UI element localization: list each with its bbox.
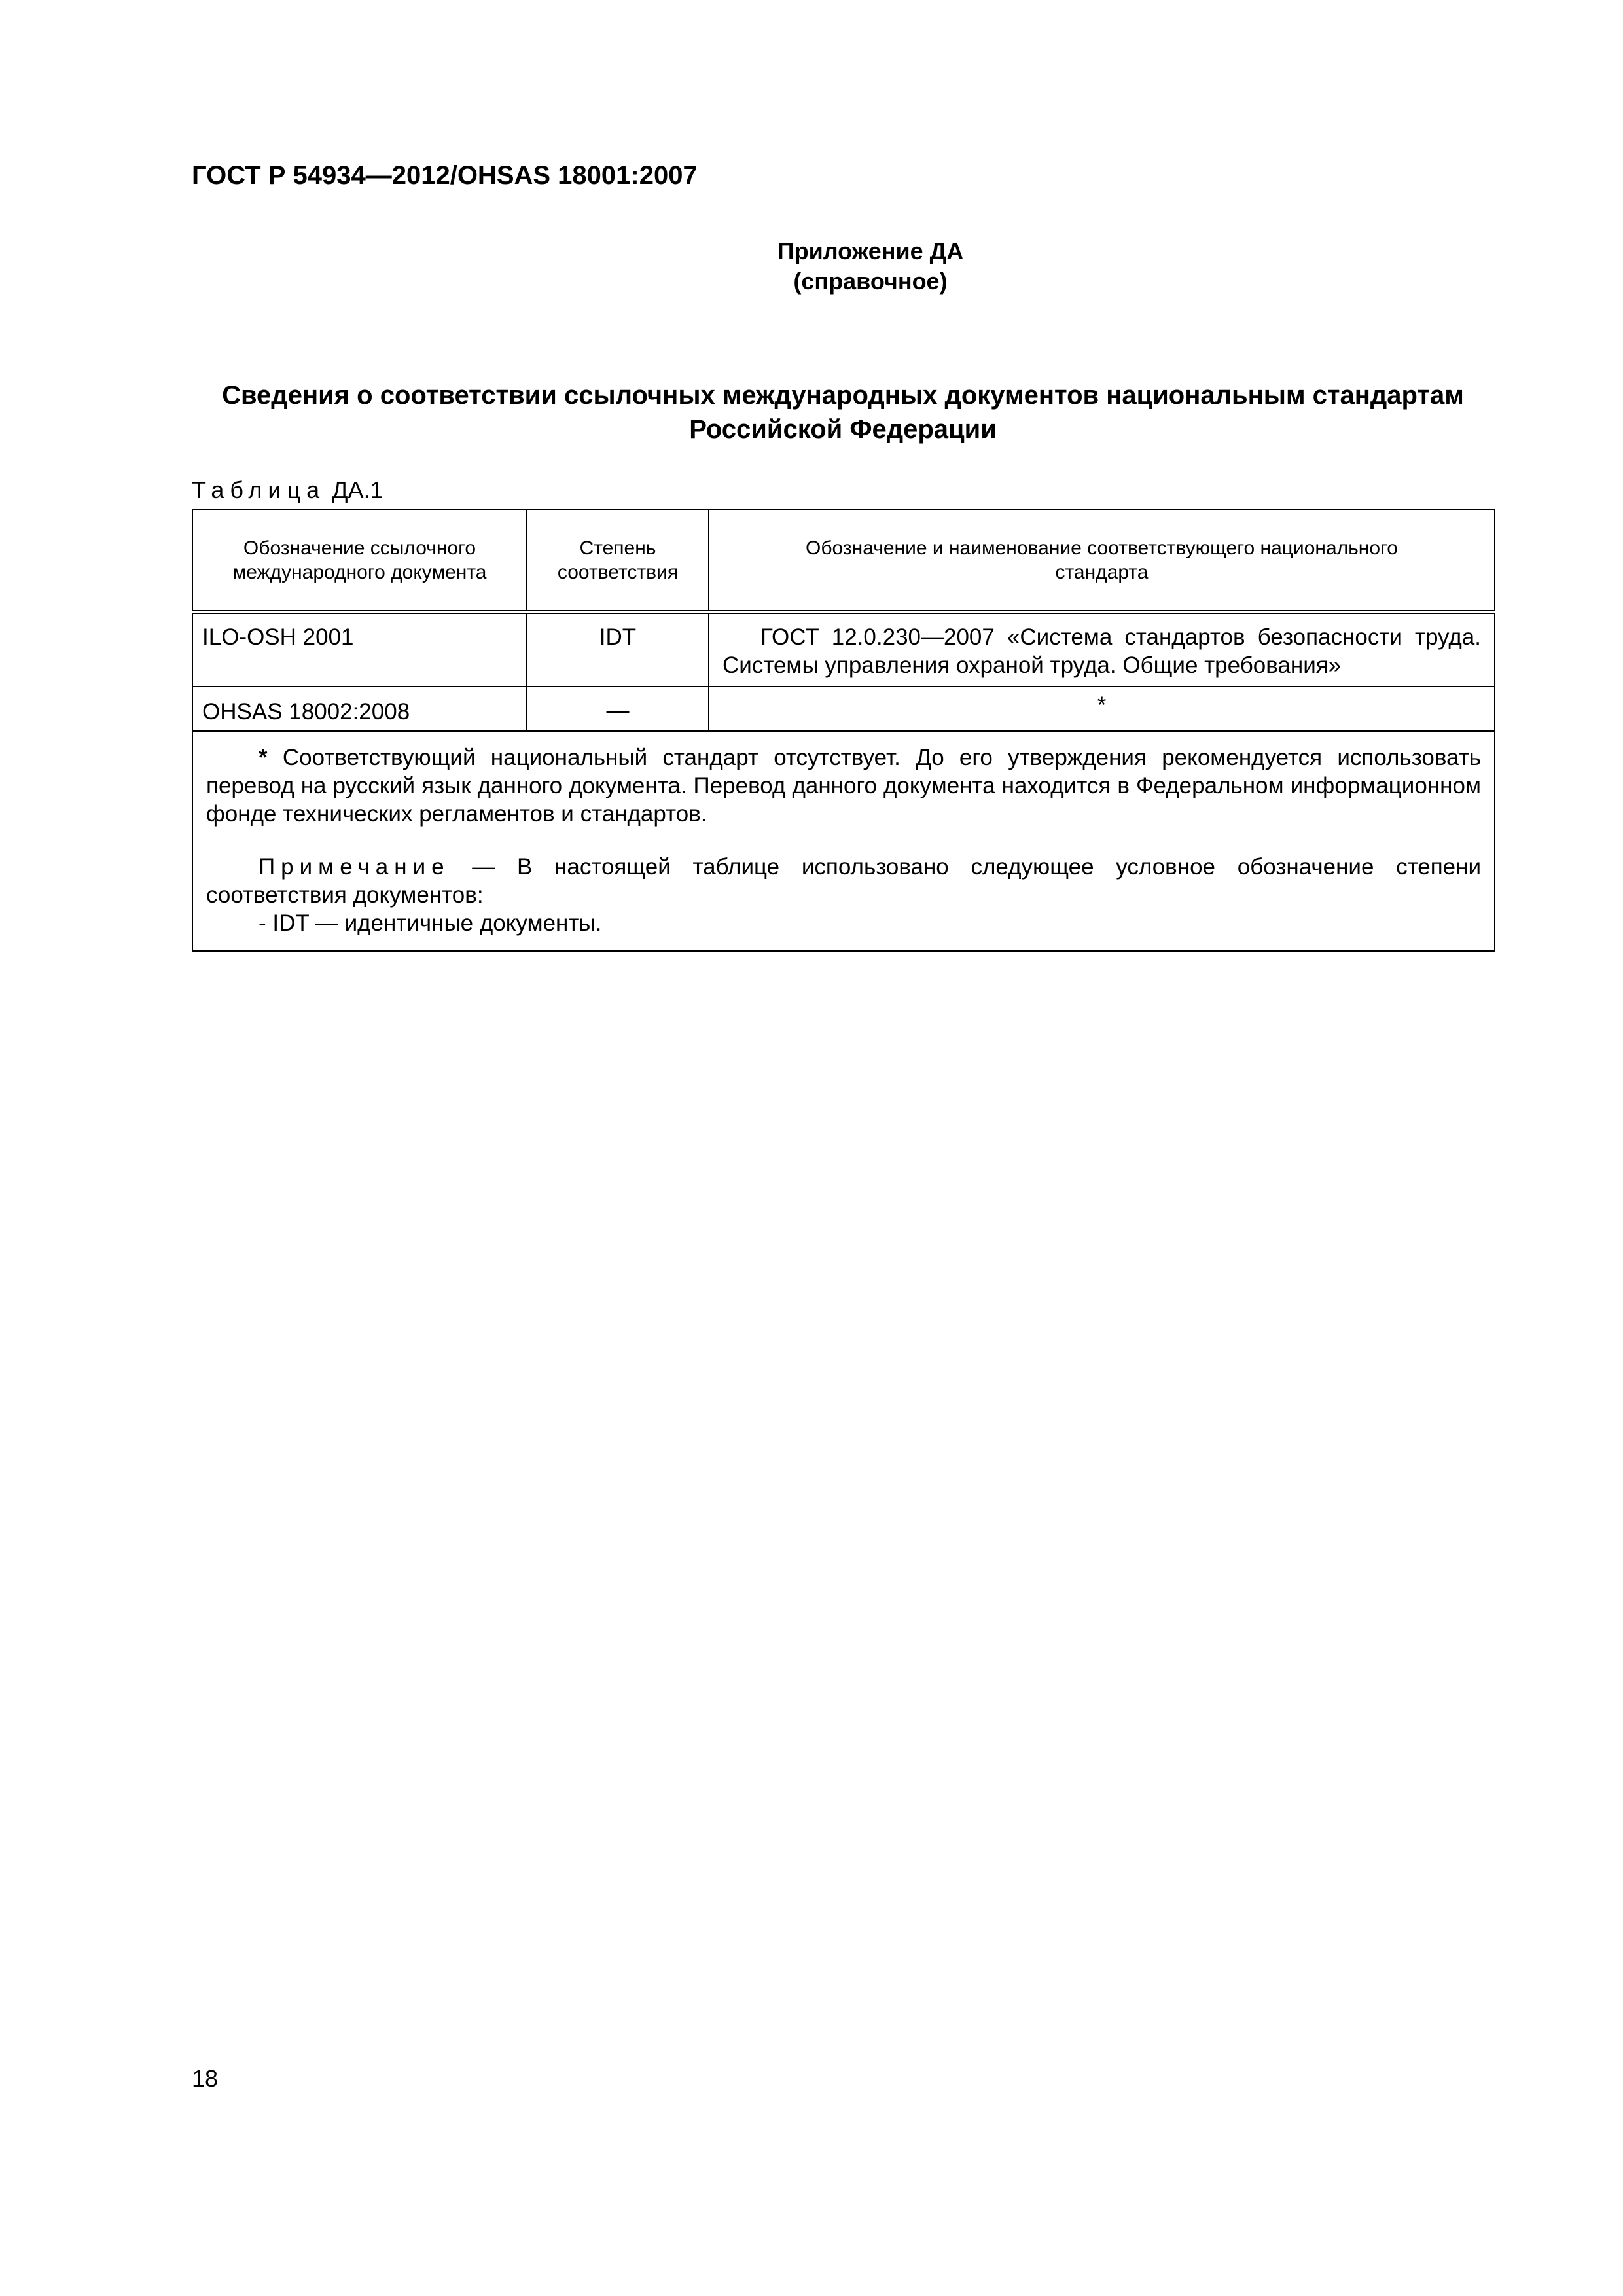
- table-caption-number: ДА.1: [332, 476, 383, 503]
- note: [206, 853, 1481, 909]
- correspondence-table: [192, 509, 1495, 952]
- table-footer-row: [192, 731, 1495, 951]
- cell-degree: IDT: [527, 612, 709, 687]
- national-standard-text: ГОСТ 12.0.230—2007 «Система стандартов безопасности труда. Системы управления охраной труда. Общие требования»: [722, 624, 1481, 678]
- table-caption-label: Таблица: [192, 476, 326, 503]
- footnote-marker: *: [259, 745, 268, 770]
- cell-document: ILO-OSH 2001: [192, 612, 527, 687]
- annex-type: (справочное): [793, 268, 948, 295]
- header-national-standard: Обозначение и наименование соответствующего национального стандарта: [709, 509, 1495, 612]
- note-text: — В настоящей таблице использовано следующее условное обозначение степени соответствия документов:: [206, 854, 1481, 908]
- section-title-line-1: Сведения о соответствии ссылочных международных документов национальным стандартам: [222, 381, 1464, 410]
- table-header-row: [192, 509, 1495, 612]
- annex-heading: [707, 236, 1034, 296]
- cell-national-standard: [709, 612, 1495, 687]
- footnote-text: Соответствующий национальный стандарт отсутствует. До его утверждения рекомендуется использовать перевод на русский язык данного документа. Перевод данного документа находится в Федеральном информационном фонде технических регламентов и стандартов.: [206, 745, 1481, 827]
- table-footnotes: [192, 731, 1495, 951]
- cell-degree: —: [527, 687, 709, 731]
- page-number: 18: [192, 2065, 219, 2092]
- cell-document: OHSAS 18002:2008: [192, 687, 527, 731]
- header-reference-document: Обозначение ссылочного международного документа: [192, 509, 527, 612]
- document-code: ГОСТ Р 54934—2012/OHSAS 18001:2007: [192, 161, 698, 190]
- table-caption: [192, 476, 383, 504]
- section-title-line-2: Российской Федерации: [689, 415, 997, 444]
- header-degree: Степень соответствия: [527, 509, 709, 612]
- cell-national-standard: *: [709, 687, 1495, 731]
- note-item: [206, 909, 1481, 937]
- note-item-text: - IDT — идентичные документы.: [259, 910, 602, 936]
- annex-title: Приложение ДА: [777, 238, 964, 264]
- table-row: [192, 687, 1495, 731]
- section-title: [192, 378, 1494, 446]
- note-label: Примечание: [259, 854, 450, 880]
- footnote: [206, 744, 1481, 828]
- table-row: [192, 612, 1495, 687]
